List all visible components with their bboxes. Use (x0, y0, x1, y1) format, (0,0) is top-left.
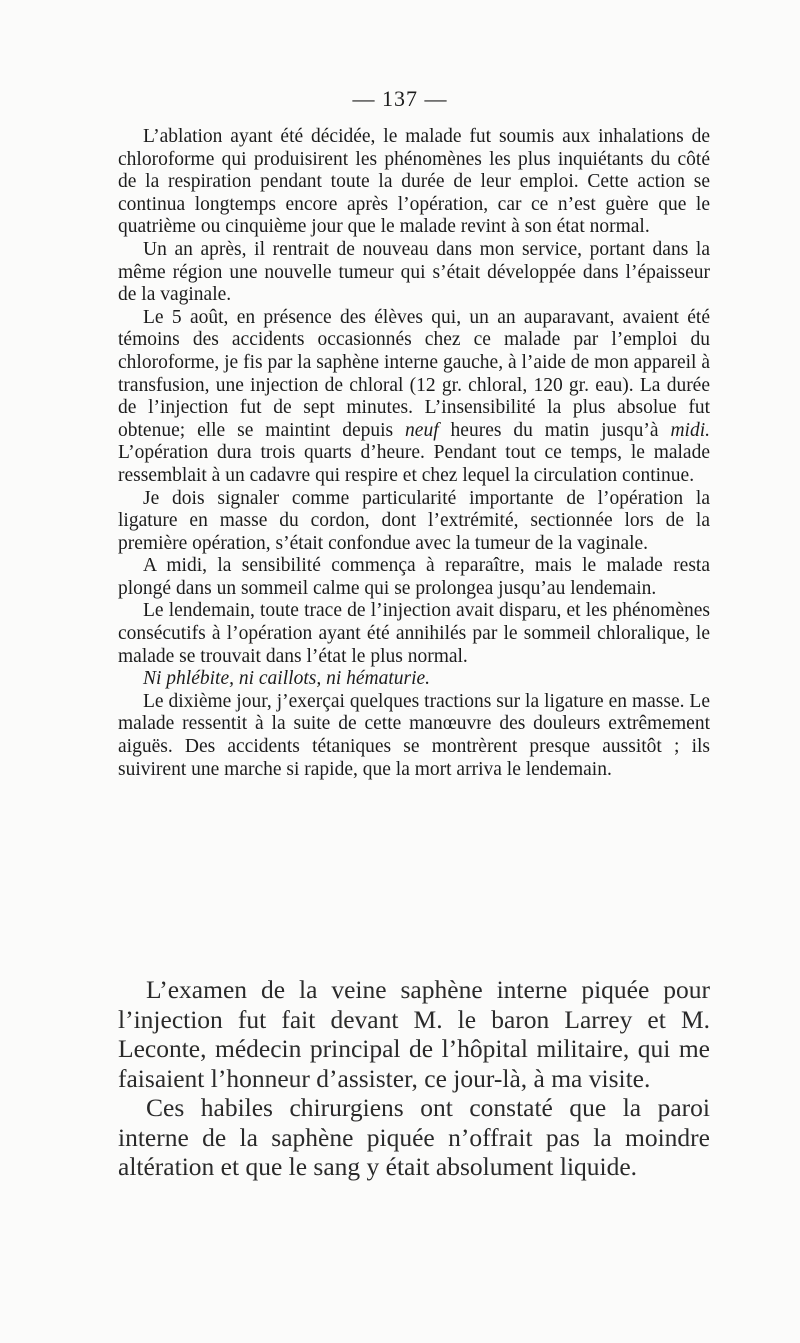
page-number: — 137 — (352, 86, 448, 111)
paragraph-text: L’opération dura trois quarts d’heure. Pendant tout ce temps, le malade ressemblait à un cadavre qui respire et chez lequel la circulation continue. (118, 442, 710, 486)
italic-word: midi. (670, 419, 710, 441)
paragraph-ablation: L’ablation ayant été décidée, le malade fut soumis aux inhalations de chloroforme qui produisirent les phénomènes les plus inquiétants du côté de la respiration pendant toute la durée de leur emploi. Cette action se continua longtemps encore après l’opération, car ce n’est guère que le quatrième ou cinquième jour que le malade revint à son état normal. (118, 126, 710, 238)
paragraph-dixieme-jour: Le dixième jour, j’exerçai quelques tractions sur la ligature en masse. Le malade ressentit à la suite de cette manœuvre des douleurs extrêmement aiguës. Des accidents tétaniques se montrèrent presque aussitôt ; ils suivirent une marche si rapide, que la mort arriva le lendemain. (118, 690, 710, 780)
paragraph-particularite: Je dois signaler comme particularité importante de l’opération la ligature en masse du cordon, dont l’extrémité, sectionnée lors de la première opération, s’était confondue avec la tumeur de la vaginale. (118, 487, 710, 554)
paragraph-examen: L’examen de la veine saphène interne piquée pour l’injection fut fait devant M. le baron Larrey et M. Leconte, médecin principal de l’hôpital militaire, qui me faisaient l’honneur d’assister, ce jour-là, à ma visite. (118, 975, 710, 1093)
body-text-small (118, 126, 710, 781)
paragraph-le-lendemain: Le lendemain, toute trace de l’injection avait disparu, et les phénomènes consécutifs à l’opération ayant été annihilés par le sommeil chloralique, le malade se trouvait dans l’état le plus normal. (118, 600, 710, 667)
paragraph-text: Le 5 août, en présence des élèves qui, un an auparavant, avaient été témoins des accidents occasionnés chez ce malade par l’emploi du chloroforme, je fis par la saphène interne gauche, à l’aide de mon appareil à transfusion, une injection de chloral (12 gr. chloral, 120 gr. eau). La durée de l’injection fut de sept minutes. L’insensibilité la plus absolue fut obtenue; elle se maintint depuis (118, 306, 710, 441)
body-text-large (118, 975, 710, 1182)
italic-word: neuf (405, 419, 439, 441)
paragraph-text: heures du matin jusqu’à (438, 419, 671, 441)
paragraph-le-5-aout (118, 307, 710, 488)
paragraph-ni-phlebite (118, 668, 710, 691)
italic-line: Ni phlébite, ni caillots, ni hématurie. (143, 668, 431, 690)
paragraph-a-midi: A midi, la sensibilité commença à reparaître, mais le malade resta plongé dans un sommeil calme qui se prolongea jusqu’au lendemain. (118, 555, 710, 599)
paragraph-un-an-apres: Un an après, il rentrait de nouveau dans mon service, portant dans la même région une nouvelle tumeur qui s’était développée dans l’épaisseur de la vaginale. (118, 238, 710, 306)
paragraph-habiles-chirurgiens: Ces habiles chirurgiens ont constaté que la paroi interne de la saphène piquée n’offrait pas la moindre altération et que le sang y était absolument liquide. (118, 1093, 710, 1181)
